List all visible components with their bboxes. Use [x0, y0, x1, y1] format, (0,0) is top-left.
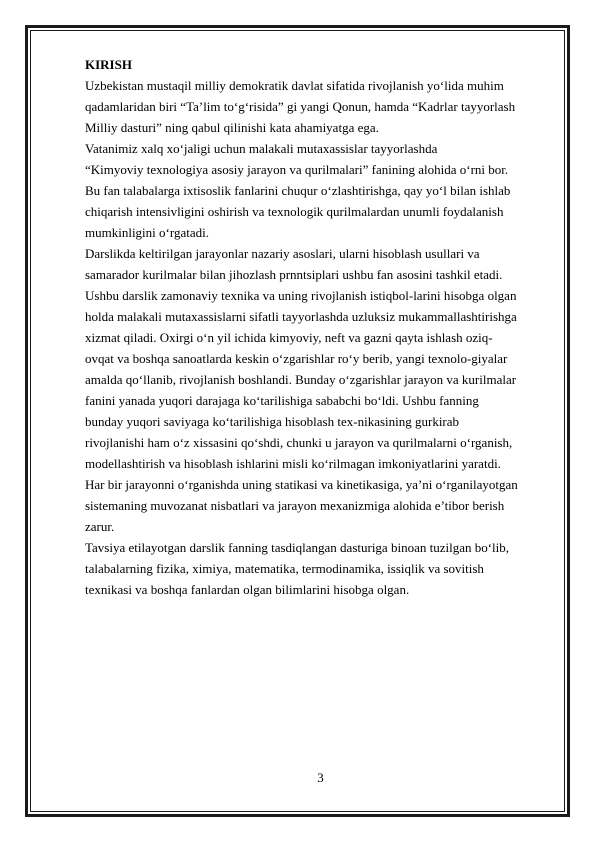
- text-line: Darslikda keltirilgan jarayonlar nazariy asoslari, ularni hisoblash usullari va: [85, 246, 480, 261]
- text-line: xizmat qiladi. Oxirgi o‘n yil ichida kimyoviy, neft va gazni qayta ishlash oziq-: [85, 330, 493, 345]
- text-line: rivojlanishi ham o‘z xissasini qo‘shdi, chunki u jarayon va qurilmalarni o‘rganish,: [85, 435, 513, 450]
- text-line: “Kimyoviy texnologiya asosiy jarayon va qurilmalari” fanining alohida o‘rni bor.: [85, 162, 509, 177]
- text-line: Vatanimiz xalq xo‘jaligi uchun malakali mutaxassislar tayyorlashda: [85, 141, 438, 156]
- text-line: Bu fan talabalarga ixtisoslik fanlarini chuqur o‘zlashtirishga, qay yo‘l bilan ishlab: [85, 183, 511, 198]
- section-heading: KIRISH: [85, 57, 132, 72]
- text-line: sistemaning muvozanat nisbatlari va jarayon mexanizmiga alohida e’tibor berish: [85, 498, 505, 513]
- text-line: Uzbekistan mustaqil milliy demokratik davlat sifatida rivojlanish yo‘lida muhim: [85, 78, 504, 93]
- text-line: talabalarning fizika, ximiya, matematika, termodinamika, issiqlik va sovitish: [85, 561, 484, 576]
- text-line: amalda qo‘llanib, rivojlanish boshlandi. Bunday o‘zgarishlar jarayon va kurilmalar: [85, 372, 517, 387]
- text-line: holda malakali mutaxassislarni sifatli tayyorlashda uzluksiz mukammallashtirishga: [85, 309, 517, 324]
- text-line: ovqat va boshqa sanoatlarda keskin o‘zgarishlar ro‘y berib, yangi texnolo-giyalar: [85, 351, 508, 366]
- page-number: [0, 770, 595, 786]
- page-number-text: 3: [317, 770, 324, 785]
- text-line: samarador kurilmalar bilan jihozlash prnntsiplari ushbu fan asosini tashkil etadi.: [85, 267, 503, 282]
- paragraph-lines: [85, 75, 555, 600]
- text-line: mumkinligini o‘rgatadi.: [85, 225, 209, 240]
- text-line: Milliy dasturi” ning qabul qilinishi kata ahamiyatga ega.: [85, 120, 379, 135]
- text-line: qadamlaridan biri “Ta’lim to‘g‘risida” gi yangi Qonun, hamda “Kadrlar tayyorlash: [85, 99, 516, 114]
- text-line: Ushbu darslik zamonaviy texnika va uning rivojlanish istiqbol-larini hisobga olgan: [85, 288, 517, 303]
- text-line: chiqarish intensivligini oshirish va texnologik qurilmalardan unumli foydalanish: [85, 204, 504, 219]
- text-line: Har bir jarayonni o‘rganishda uning statikasi va kinetikasiga, ya’ni o‘rganilayotgan: [85, 477, 518, 492]
- text-line: zarur.: [85, 519, 115, 534]
- text-line: texnikasi va boshqa fanlardan olgan bilimlarini hisobga olgan.: [85, 582, 410, 597]
- text-line: Tavsiya etilayotgan darslik fanning tasdiqlangan dasturiga binoan tuzilgan bo‘lib,: [85, 540, 510, 555]
- document-body: [85, 55, 555, 600]
- text-line: bunday yuqori saviyaga ko‘tarilishiga hisoblash tex-nikasining gurkirab: [85, 414, 460, 429]
- text-line: fanini yanada yuqori darajaga ko‘tarilishiga sababchi bo‘ldi. Ushbu fanning: [85, 393, 479, 408]
- text-line: modellashtirish va hisoblash ishlarini misli ko‘rilmagan imkoniyatlarini yaratdi.: [85, 456, 501, 471]
